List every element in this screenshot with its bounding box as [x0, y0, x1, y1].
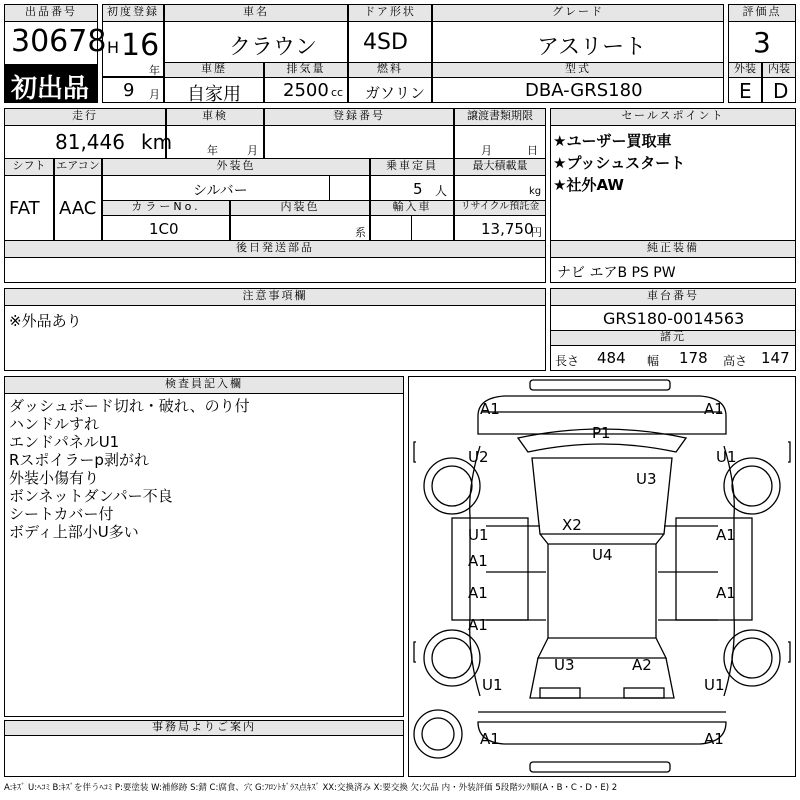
regno-header: 登録番号 — [264, 108, 454, 126]
transfer-day-unit: 日 — [527, 144, 538, 157]
damage-mark: A1 — [468, 552, 488, 570]
reg-month-unit: 月 — [149, 88, 160, 101]
car-name: クラウン — [229, 35, 318, 60]
capacity-header: 乗車定員 — [370, 158, 454, 176]
width-value: 178 — [679, 349, 708, 367]
history-value: 自家用 — [187, 84, 241, 105]
recycle-value: 13,750 — [481, 220, 534, 238]
load-unit: kg — [529, 186, 542, 197]
displacement-value: 2500 — [283, 80, 329, 101]
notes-cell — [4, 305, 546, 371]
office-cell — [4, 735, 404, 777]
load-header: 最大積載量 — [454, 158, 546, 176]
grade-value: アスリート — [537, 35, 647, 60]
ext-grade-header: 外装 — [728, 62, 762, 78]
inspector-line: ボディ上部小U多い — [9, 523, 139, 541]
import-header: 輸入車 — [370, 200, 454, 216]
length-label: 長さ — [555, 354, 580, 368]
lot-number: 30678 — [11, 24, 107, 59]
transfer-cell — [454, 125, 546, 159]
sales-point-1: ★ユーザー買取車 — [553, 132, 672, 150]
shift-value: FAT — [9, 198, 40, 219]
damage-mark: U1 — [704, 676, 725, 694]
equipment-value: ナビ エアB PS PW — [557, 265, 676, 281]
regno-cell — [264, 125, 454, 159]
shift-cell — [4, 175, 54, 241]
inspection-year-unit: 年 — [207, 144, 218, 157]
shift-header: シフト — [4, 158, 54, 176]
capacity-value: 5 — [413, 180, 423, 198]
first-reg-month-cell — [102, 77, 164, 103]
inspection-header: 車検 — [166, 108, 264, 126]
car-name-cell — [164, 21, 348, 63]
first-listing-label: 初出品 — [11, 74, 90, 104]
recycle-header: リサイクル預託金 — [454, 200, 546, 216]
sales-point-3: ★社外AW — [553, 176, 624, 194]
grade-cell — [432, 21, 724, 63]
damage-mark: A2 — [632, 656, 652, 674]
chassis-value: GRS180-0014563 — [603, 309, 745, 328]
history-cell — [164, 77, 264, 103]
reg-year: 16 — [121, 28, 160, 63]
chassis-cell — [550, 305, 796, 331]
later-parts-header: 後日発送部品 — [4, 240, 546, 258]
displacement-header: 排気量 — [264, 62, 348, 78]
recycle-cell — [454, 215, 546, 241]
color-no-header: カラーNo. — [102, 200, 230, 216]
interior-color-cell — [230, 215, 370, 241]
inspection-month-unit: 月 — [247, 144, 258, 157]
height-value: 147 — [761, 349, 790, 367]
damage-mark: X2 — [562, 516, 582, 534]
mileage-value: 81,446 — [55, 130, 125, 154]
exterior-color-header: 外装色 — [102, 158, 370, 176]
ext-grade-cell — [728, 77, 762, 103]
damage-mark: A1 — [716, 526, 736, 544]
chassis-header: 車台番号 — [550, 288, 796, 306]
car-name-header: 車名 — [164, 4, 348, 22]
fuel-value: ガソリン — [365, 84, 426, 102]
inspector-cell — [4, 393, 404, 717]
sales-points-header: セールスポイント — [550, 108, 796, 126]
lot-number-cell — [4, 21, 107, 65]
office-header: 事務局よりご案内 — [4, 720, 404, 736]
fuel-header: 燃料 — [348, 62, 432, 78]
inspector-line: ボンネットダンパー不良 — [9, 487, 173, 505]
grade-header: グレード — [432, 4, 724, 22]
reg-year-unit: 年 — [149, 64, 160, 77]
first-listing-badge — [4, 65, 98, 103]
door-cell — [348, 21, 432, 63]
mileage-cell — [4, 125, 173, 159]
capacity-unit: 人 — [435, 184, 448, 198]
damage-mark: U1 — [482, 676, 503, 694]
ac-cell — [54, 175, 102, 241]
damage-mark: U1 — [468, 526, 489, 544]
int-grade-value: D — [773, 79, 789, 103]
load-cell — [454, 175, 546, 201]
damage-mark: A1 — [704, 730, 724, 748]
legend: A:ｷｽﾞ U:ﾍｺﾐ B:ｷｽﾞを伴うﾍｺﾐ P:要塗装 W:補修跡 S:錆 C:腐食、穴 G:ﾌﾛﾝﾄｶﾞﾗｽ点ｷｽﾞ XX:交換済み X:要交換 欠:欠品 内・外装評価 5段階ﾗﾝｸ順(A・B・C・D・E) 2 — [4, 783, 618, 793]
model-cell — [432, 77, 724, 103]
sales-points-cell — [550, 125, 796, 241]
inspector-line: シートカバー付 — [9, 505, 114, 523]
equipment-header: 純正装備 — [550, 240, 796, 258]
inspector-line: Rスポイラーp剥がれ — [9, 451, 149, 469]
dims-cell — [550, 345, 796, 371]
reg-era: H — [107, 38, 120, 57]
mileage-unit: km — [141, 130, 173, 154]
score-cell — [728, 21, 796, 63]
int-grade-header: 内装 — [762, 62, 796, 78]
damage-mark: A1 — [480, 730, 500, 748]
capacity-cell — [370, 175, 454, 201]
score-header: 評価点 — [728, 4, 796, 22]
width-label: 幅 — [647, 354, 660, 368]
damage-mark: A1 — [716, 584, 736, 602]
import-cell — [370, 215, 454, 241]
mileage-header: 走行 — [4, 108, 166, 126]
notes-value: ※外品あり — [9, 312, 82, 330]
first-reg-cell — [102, 21, 164, 77]
transfer-header: 譲渡書類期限 — [454, 108, 546, 126]
sales-point-2: ★プッシュスタート — [553, 154, 686, 172]
import-divider — [411, 215, 412, 241]
door-header: ドア形状 — [348, 4, 432, 22]
transfer-month-unit: 月 — [481, 144, 492, 157]
equipment-cell — [550, 257, 796, 283]
damage-marks — [468, 400, 737, 748]
reg-month: 9 — [123, 80, 135, 101]
inspector-header: 検査員記入欄 — [4, 376, 404, 394]
lot-number-header: 出品番号 — [4, 4, 98, 22]
damage-mark: A1 — [468, 616, 488, 634]
inspector-line: ハンドルすれ — [9, 415, 100, 433]
car-damage-diagram — [408, 376, 796, 777]
score-value: 3 — [753, 26, 771, 59]
door-value: 4SD — [363, 30, 408, 55]
displacement-cell — [264, 77, 348, 103]
ac-value: AAC — [59, 198, 97, 219]
damage-mark: U4 — [592, 546, 613, 564]
damage-mark: A1 — [704, 400, 724, 418]
fuel-cell — [348, 77, 432, 103]
model-header: 型式 — [432, 62, 724, 78]
int-grade-cell — [762, 77, 796, 103]
height-label: 高さ — [723, 354, 748, 368]
model-value: DBA-GRS180 — [525, 80, 643, 101]
recycle-unit: 円 — [531, 226, 542, 239]
interior-color-unit: 系 — [355, 226, 366, 239]
damage-mark: A1 — [468, 584, 488, 602]
inspector-line: エンドパネルU1 — [9, 433, 120, 451]
damage-mark: U1 — [716, 448, 737, 466]
exterior-color-cell — [102, 175, 370, 201]
exterior-color-value: シルバー — [193, 183, 248, 199]
damage-mark: U2 — [468, 448, 489, 466]
damage-mark: A1 — [480, 400, 500, 418]
color-no-value: 1C0 — [149, 220, 179, 238]
ac-header: エアコン — [54, 158, 102, 176]
color-no-cell — [102, 215, 230, 241]
first-reg-header: 初度登録 — [102, 4, 164, 22]
displacement-unit: cc — [331, 86, 344, 99]
history-header: 車歴 — [164, 62, 264, 78]
damage-mark: U3 — [636, 470, 657, 488]
length-value: 484 — [597, 349, 626, 367]
ext-grade-value: E — [739, 79, 752, 103]
inspector-line: 外装小傷有り — [9, 469, 100, 487]
interior-color-header: 内装色 — [230, 200, 370, 216]
dims-header: 諸元 — [550, 330, 796, 346]
damage-mark: U3 — [554, 656, 575, 674]
notes-header: 注意事項欄 — [4, 288, 546, 306]
damage-mark: P1 — [592, 424, 611, 442]
later-parts-cell — [4, 257, 546, 283]
exterior-color-divider — [329, 175, 330, 201]
inspector-line: ダッシュボード切れ・破れ、のり付 — [9, 397, 250, 415]
inspection-cell — [166, 125, 264, 159]
